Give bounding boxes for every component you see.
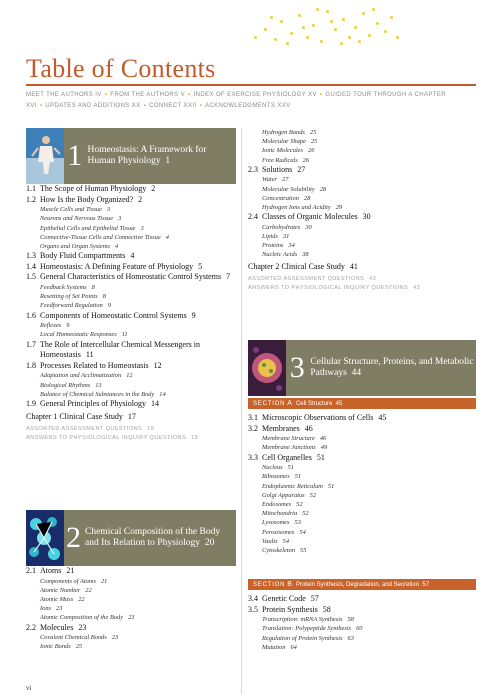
subsection-title: Hydrogen Bonds xyxy=(262,129,305,136)
page-ref: 31 xyxy=(282,233,290,241)
toc-subsection-entry[interactable] xyxy=(248,491,476,500)
toc-subsection-entry[interactable] xyxy=(248,546,476,555)
page-ref: 30 xyxy=(362,212,371,222)
subsection-title: Endosomes xyxy=(262,501,292,508)
page-ref: 7 xyxy=(226,272,231,282)
toc-section-entry[interactable] xyxy=(26,340,236,361)
page-ref: 27 xyxy=(297,164,306,174)
section-title: Atoms 21 xyxy=(40,566,75,575)
subsection-title: Regulation of Protein Synthesis xyxy=(262,634,343,642)
bullet-separator-icon: ▪ xyxy=(39,103,43,109)
page-ref: 3 xyxy=(118,215,122,223)
toc-subsection-entry[interactable] xyxy=(26,604,236,613)
section-title: The Role of Intercellular Chemical Messengers in Homeostasis 11 xyxy=(40,339,200,360)
page-ref: 52 xyxy=(302,510,309,518)
section-number: 3.5 xyxy=(248,604,258,614)
toc-section-entry[interactable] xyxy=(26,262,236,273)
section-number: 1.2 xyxy=(26,194,36,204)
toc-subsection-entry[interactable] xyxy=(26,242,236,251)
toc-subsection-entry[interactable] xyxy=(248,128,476,137)
toc-subsection-entry[interactable] xyxy=(26,321,236,330)
section-number: 1.6 xyxy=(26,310,36,320)
page-ref: 3 xyxy=(140,224,144,232)
toc-subsection-entry[interactable] xyxy=(26,224,236,233)
section-title: Protein Synthesis 58 xyxy=(262,604,331,614)
toc-subsection-entry[interactable] xyxy=(248,434,476,443)
chapter-3-header[interactable] xyxy=(248,340,476,396)
clinical-case-study[interactable]: Chapter 2 Clinical Case Study 41 xyxy=(248,261,358,271)
toc-subsection-entry[interactable] xyxy=(248,232,476,241)
page-ref: 14 xyxy=(159,390,166,398)
subsection-title: Feedback Systems xyxy=(40,283,87,291)
subsection-title: Proteins xyxy=(262,242,284,250)
chapter-2-header[interactable] xyxy=(26,510,236,566)
subsection-title: Ionic Bonds xyxy=(40,643,71,651)
chapter-number: 3 xyxy=(289,351,305,384)
page-ref: 8 xyxy=(102,293,106,301)
section-number: 2.2 xyxy=(26,622,36,632)
bullet-separator-icon: ▪ xyxy=(188,92,191,98)
front-matter-list xyxy=(26,90,476,112)
subsection-title: Feedforward Regulation xyxy=(40,302,103,310)
page-ref: 13 xyxy=(95,381,102,389)
inquiry-answers[interactable]: ANSWERS TO PHYSIOLOGICAL INQUIRY QUESTIONS 19 xyxy=(26,434,199,441)
section-number: 1.3 xyxy=(26,251,36,261)
subsection-title: Epithelial Cells and Epithelial Tissue xyxy=(40,224,136,232)
page-ref: 52 xyxy=(296,501,303,508)
page-ref: 53 xyxy=(294,519,301,527)
title-rule xyxy=(26,84,476,86)
section-number: 3.1 xyxy=(248,413,258,422)
chapter-number: 2 xyxy=(66,521,81,554)
toc-subsection-entry[interactable] xyxy=(248,250,476,259)
toc-subsection-entry[interactable] xyxy=(248,175,476,184)
section-number: 2.4 xyxy=(248,212,258,222)
subsection-title: Golgi Apparatus xyxy=(262,491,305,499)
toc-subsection-entry[interactable] xyxy=(248,509,476,518)
subsection-title: Resetting of Set Points xyxy=(40,293,98,301)
toc-subsection-entry[interactable] xyxy=(26,595,236,604)
subsection-title: Hydrogen Ions and Acidity xyxy=(262,204,331,212)
section-title: Membranes 46 xyxy=(262,423,313,433)
toc-section-entry[interactable] xyxy=(26,195,236,206)
section-title: Genetic Code 57 xyxy=(262,594,319,603)
toc-subsection-entry[interactable] xyxy=(26,292,236,301)
subsection-title: Membrane Junctions xyxy=(262,444,316,452)
assessment-questions[interactable]: ASSORTED ASSESSMENT QUESTIONS 19 xyxy=(26,425,155,432)
chapter-title: Cellular Structure, Proteins, and Metabolic Pathways 44 xyxy=(310,357,474,378)
page-ref: 28 xyxy=(319,185,327,193)
section-title: Components of Homeostatic Control Systems 9 xyxy=(40,310,196,320)
subsection-title: Ribosomes xyxy=(262,473,290,481)
page-ref: 23 xyxy=(111,634,119,642)
page-ref: 28 xyxy=(303,194,311,202)
page-ref: 54 xyxy=(282,537,290,545)
page-ref: 22 xyxy=(85,586,92,594)
front-matter-item[interactable]: INDEX OF EXERCISE PHYSIOLOGY XV xyxy=(193,92,317,98)
page-ref: 23 xyxy=(56,605,63,613)
front-matter-item[interactable]: GUIDED TOUR THROUGH A CHAPTER XVI xyxy=(26,92,447,109)
subsection-title: Organs and Organ Systems xyxy=(40,243,110,250)
section-title: Cell Organelles 51 xyxy=(262,452,325,462)
page-ref: 2 xyxy=(151,184,156,193)
front-matter-item[interactable]: FROM THE AUTHORS V xyxy=(110,92,186,98)
toc-subsection-entry[interactable] xyxy=(248,624,476,633)
chapter-1-band xyxy=(64,128,236,184)
bullet-separator-icon: ▪ xyxy=(143,103,147,109)
toc-subsection-entry[interactable] xyxy=(248,463,476,472)
toc-subsection-entry[interactable] xyxy=(248,223,476,232)
chapter-1-header[interactable] xyxy=(26,128,236,184)
chapter-2-band xyxy=(64,510,236,566)
subsection-title: Atomic Mass xyxy=(40,596,74,603)
section-title: Classes of Organic Molecules 30 xyxy=(262,212,371,222)
page-ref: 9 xyxy=(191,310,196,320)
page-ref: 11 xyxy=(121,331,128,339)
toc-section-entry[interactable] xyxy=(248,453,476,464)
page-ref: 45 xyxy=(378,413,387,422)
toc-subsection-entry[interactable] xyxy=(248,500,476,509)
subsection-title: Molecular Solubility xyxy=(262,185,315,193)
page-ref: 14 xyxy=(150,398,159,408)
subsection-title: Vaults xyxy=(262,537,278,545)
page-ref: 51 xyxy=(316,452,325,462)
section-number: 3.4 xyxy=(248,594,258,603)
section-number: 2.3 xyxy=(248,164,258,174)
page-number: vi xyxy=(26,684,32,692)
page-ref: 25 xyxy=(310,138,318,146)
section-number: 1.5 xyxy=(26,272,36,282)
toc-subsection-entry[interactable] xyxy=(248,482,476,491)
page-title: Table of Contents xyxy=(26,54,216,83)
section-number: 2.1 xyxy=(26,566,36,575)
page-ref: 4 xyxy=(130,251,135,261)
toc-subsection-entry[interactable] xyxy=(26,381,236,390)
runner-figure-icon xyxy=(26,128,64,184)
decorative-dots xyxy=(250,6,400,46)
toc-subsection-entry[interactable] xyxy=(248,518,476,527)
page-ref: 58 xyxy=(347,616,354,624)
subsection-title: Cytoskeleton xyxy=(262,547,296,555)
section-title: Body Fluid Compartments 4 xyxy=(40,251,135,261)
subsection-title: Ionic Molecules xyxy=(262,147,303,155)
subsection-title: Membrane Structure xyxy=(262,435,315,443)
page-ref: 30 xyxy=(305,223,312,231)
page-ref: 26 xyxy=(308,147,315,155)
page-ref: 54 xyxy=(299,528,306,536)
toc-subsection-entry[interactable] xyxy=(26,642,236,651)
subsection-title: Atomic Composition of the Body xyxy=(40,614,124,622)
subsection-title: Muscle Cells and Tissue xyxy=(40,206,102,214)
page-ref: 21 xyxy=(66,566,75,575)
section-number: 1.8 xyxy=(26,360,36,370)
page-ref: 34 xyxy=(288,242,295,250)
toc-subsection-entry[interactable] xyxy=(248,634,476,643)
bullet-separator-icon: ▪ xyxy=(319,92,323,98)
toc-subsection-entry[interactable] xyxy=(26,371,236,380)
subsection-title: Translation: Polypeptide Synthesis xyxy=(262,625,352,633)
toc-section-entry[interactable] xyxy=(26,566,236,577)
assessment-questions[interactable]: ASSORTED ASSESSMENT QUESTIONS 43 xyxy=(248,275,377,282)
page-ref: 22 xyxy=(78,596,85,603)
toc-subsection-entry[interactable] xyxy=(248,643,476,652)
toc-section-entry[interactable] xyxy=(26,399,236,410)
subsection-title: Neurons and Nervous Tissue xyxy=(40,215,114,223)
section-number: 1.1 xyxy=(26,184,36,193)
page-ref: 25 xyxy=(309,129,317,136)
section-number: 1.9 xyxy=(26,398,36,408)
subsection-title: Mitochondria xyxy=(262,510,298,518)
section-number: 3.3 xyxy=(248,452,258,462)
page-ref: 49 xyxy=(320,444,328,452)
section-title: General Characteristics of Homeostatic Control Systems 7 xyxy=(40,272,231,282)
page-ref: 55 xyxy=(300,547,307,555)
page-ref: 23 xyxy=(128,614,135,622)
chapter-number: 1 xyxy=(67,139,83,172)
page-ref: 25 xyxy=(75,643,83,651)
toc-section-entry[interactable] xyxy=(248,165,476,176)
toc-subsection-entry[interactable] xyxy=(26,233,236,242)
section-b-entries xyxy=(248,594,476,652)
toc-subsection-entry[interactable] xyxy=(26,586,236,595)
page-ref: 29 xyxy=(335,204,343,212)
toc-subsection-entry[interactable] xyxy=(26,214,236,223)
toc-subsection-entry[interactable] xyxy=(248,615,476,624)
page-ref: 2 xyxy=(138,194,143,204)
chapter-2-entries xyxy=(26,566,236,652)
toc-subsection-entry[interactable] xyxy=(248,443,476,452)
toc-section-entry[interactable] xyxy=(248,605,476,616)
page-ref: 58 xyxy=(322,604,331,614)
front-matter-item[interactable]: UPDATES AND ADDITIONS XX xyxy=(45,103,141,109)
subsection-title: Free Radicals xyxy=(262,156,298,164)
subsection-title: Reflexes xyxy=(40,322,62,330)
page-ref: 23 xyxy=(78,622,87,632)
subsection-title: Covalent Chemical Bonds xyxy=(40,634,107,642)
section-title: Solutions 27 xyxy=(262,164,306,174)
toc-subsection-entry[interactable] xyxy=(26,283,236,292)
toc-section-entry[interactable] xyxy=(248,594,476,605)
page-ref: 12 xyxy=(126,372,133,380)
toc-subsection-entry[interactable] xyxy=(26,301,236,310)
molecule-structure-icon xyxy=(26,510,64,566)
toc-section-entry[interactable] xyxy=(26,272,236,283)
page-ref: 63 xyxy=(347,634,354,642)
section-title: Microscopic Observations of Cells 45 xyxy=(262,413,387,422)
toc-subsection-entry[interactable] xyxy=(248,194,476,203)
page-ref: 3 xyxy=(106,206,111,214)
section-number: 3.2 xyxy=(248,423,258,433)
subsection-title: Lysosomes xyxy=(262,519,290,527)
page-ref: 4 xyxy=(165,233,169,241)
page-ref: 52 xyxy=(309,491,317,499)
subsection-title: Biological Rhythms xyxy=(40,381,91,389)
page-ref: 64 xyxy=(290,643,297,651)
subsection-title: Ions xyxy=(40,605,52,613)
toc-subsection-entry[interactable] xyxy=(248,137,476,146)
subsection-title: Nucleus xyxy=(262,464,283,472)
chapter-3-band xyxy=(286,340,476,396)
page-ref: 4 xyxy=(115,243,119,250)
page-ref: 9 xyxy=(107,302,111,310)
toc-subsection-entry[interactable] xyxy=(248,537,476,546)
chapter-title: Chemical Composition of the Body and Its Relation to Physiology 20 xyxy=(85,527,221,548)
section-title: How Is the Body Organized? 2 xyxy=(40,194,143,204)
clinical-case-study[interactable]: Chapter 1 Clinical Case Study 17 xyxy=(26,411,136,421)
toc-subsection-entry[interactable] xyxy=(248,146,476,155)
page-ref: 5 xyxy=(198,261,203,271)
page-ref: 11 xyxy=(85,350,94,360)
chapter-1-entries xyxy=(26,184,236,443)
section-a-bar[interactable]: SECTION A Cell Structure 45 xyxy=(248,398,476,409)
subsection-title: Molecular Shape xyxy=(262,138,306,146)
toc-subsection-entry[interactable] xyxy=(26,613,236,622)
toc-subsection-entry[interactable] xyxy=(248,528,476,537)
subsection-title: Atomic Number xyxy=(40,586,81,594)
chapter-2-continued-entries xyxy=(248,128,476,293)
page-ref: 26 xyxy=(302,156,310,164)
subsection-title: Water xyxy=(262,176,278,184)
page-ref: 12 xyxy=(153,360,162,370)
subsection-title: Peroxisomes xyxy=(262,528,295,536)
toc-subsection-entry[interactable] xyxy=(26,577,236,586)
section-title: Processes Related to Homeostasis 12 xyxy=(40,360,162,370)
page-ref: 27 xyxy=(282,176,289,184)
page-ref: 9 xyxy=(66,322,70,330)
section-number: 1.7 xyxy=(26,339,36,349)
cell-micrograph-icon xyxy=(248,340,286,396)
toc-subsection-entry[interactable] xyxy=(248,241,476,250)
toc-subsection-entry[interactable] xyxy=(248,203,476,212)
bullet-separator-icon: ▪ xyxy=(104,92,108,98)
page-ref: 46 xyxy=(319,435,327,443)
page-ref: 51 xyxy=(294,473,302,481)
toc-section-entry[interactable] xyxy=(26,184,236,195)
section-title: Molecules 23 xyxy=(40,622,87,632)
toc-section-entry[interactable] xyxy=(26,311,236,322)
section-title: General Principles of Physiology 14 xyxy=(40,398,159,408)
chapter-title: Homeostasis: A Framework for Human Physiology 1 xyxy=(87,145,207,166)
page-ref: 38 xyxy=(302,251,309,259)
toc-subsection-entry[interactable] xyxy=(26,330,236,339)
toc-subsection-entry[interactable] xyxy=(248,472,476,481)
toc-section-entry[interactable] xyxy=(248,212,476,223)
subsection-title: Mutation xyxy=(262,643,286,651)
toc-subsection-entry[interactable] xyxy=(26,205,236,214)
page-ref: 46 xyxy=(304,423,313,433)
section-title: The Scope of Human Physiology 2 xyxy=(40,184,156,193)
page-ref: 8 xyxy=(91,283,95,291)
subsection-title: Local Homeostatic Responses xyxy=(40,331,117,339)
toc-subsection-entry[interactable] xyxy=(248,185,476,194)
subsection-title: Concentration xyxy=(262,194,299,202)
front-matter-item[interactable]: MEET THE AUTHORS IV xyxy=(26,92,102,98)
page-ref: 60 xyxy=(356,625,363,633)
front-matter-item[interactable]: CONNECT XXII xyxy=(149,103,197,109)
toc-subsection-entry[interactable] xyxy=(26,633,236,642)
section-a-entries xyxy=(248,413,476,555)
subsection-title: Balance of Chemical Substances in the Body xyxy=(40,390,155,398)
section-b-bar[interactable]: SECTION B Protein Synthesis, Degradation, and Secretion 57 xyxy=(248,579,476,590)
bullet-separator-icon: ▪ xyxy=(199,103,203,109)
front-matter-item[interactable]: ACKNOWLEDGMENTS XXV xyxy=(205,103,291,109)
toc-section-entry[interactable] xyxy=(248,413,476,424)
inquiry-answers[interactable]: ANSWERS TO PHYSIOLOGICAL INQUIRY QUESTIONS 43 xyxy=(248,284,421,291)
section-number: 1.4 xyxy=(26,261,36,271)
toc-subsection-entry[interactable] xyxy=(248,156,476,165)
subsection-title: Adaptation and Acclimatization xyxy=(40,372,122,380)
subsection-title: Nucleic Acids xyxy=(262,251,298,259)
page-ref: 51 xyxy=(327,482,335,490)
toc-section-entry[interactable] xyxy=(26,251,236,262)
subsection-title: Connective-Tissue Cells and Connective Tissue xyxy=(40,233,161,241)
page-ref: 57 xyxy=(310,594,319,603)
page-ref: 51 xyxy=(287,464,294,472)
toc-subsection-entry[interactable] xyxy=(26,390,236,399)
subsection-title: Endoplasmic Reticulum xyxy=(262,482,323,490)
subsection-title: Transcription: mRNA Synthesis xyxy=(262,616,343,624)
column-divider xyxy=(241,128,242,694)
subsection-title: Components of Atoms xyxy=(40,577,96,585)
toc-section-entry[interactable] xyxy=(248,424,476,435)
subsection-title: Lipids xyxy=(262,233,278,241)
subsection-title: Carbohydrates xyxy=(262,223,301,231)
section-title: Homeostasis: A Defining Feature of Physiology 5 xyxy=(40,261,203,271)
toc-section-entry[interactable] xyxy=(26,361,236,372)
toc-section-entry[interactable] xyxy=(26,623,236,634)
page-ref: 21 xyxy=(100,577,108,585)
